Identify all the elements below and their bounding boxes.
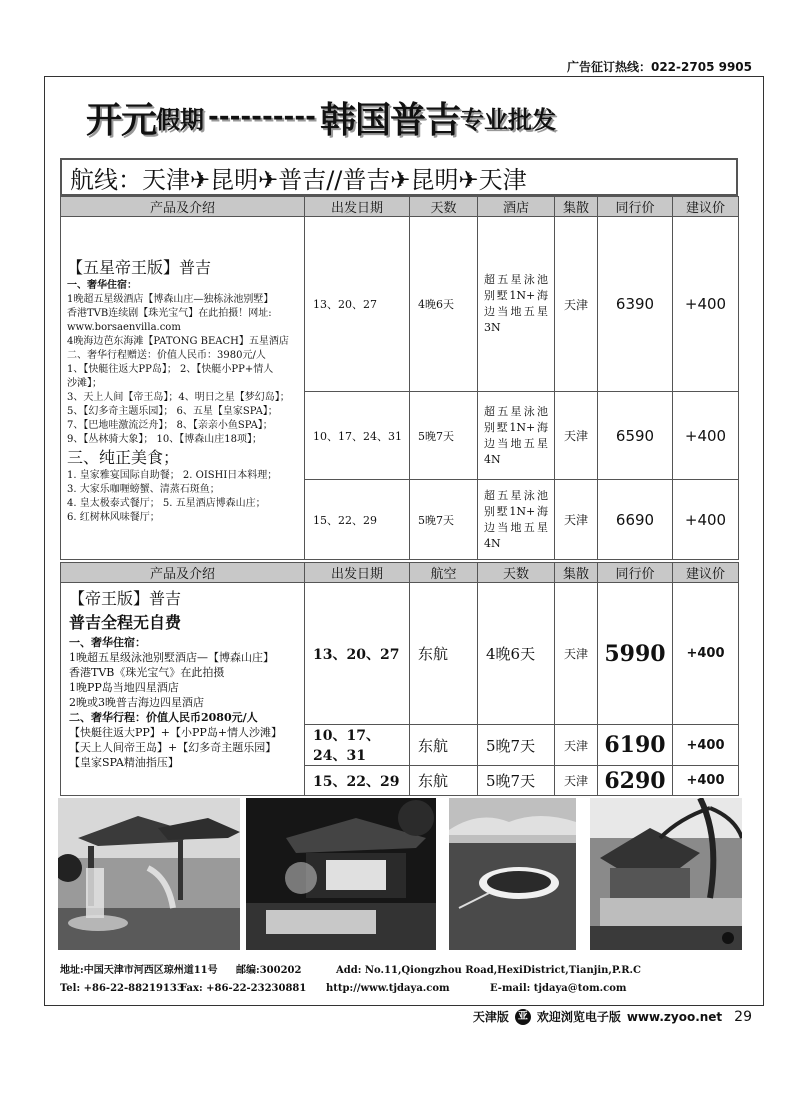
airline: 东航 (410, 766, 478, 796)
suggested-price: +400 (673, 766, 739, 796)
detail-line: 1晚超五星级酒店【博森山庄—独栋泳池别墅】 (67, 294, 274, 305)
table-row (61, 583, 739, 725)
departure-city: 天津 (555, 725, 598, 766)
detail-line: 1. 皇家雅宴国际自助餐； 2. OISHI日本料理； (67, 470, 278, 481)
col-header-product: 产品及介绍 (61, 563, 305, 583)
hotel-info: 超五星泳池别墅1N+海边当地五星3N (478, 217, 555, 392)
airline: 东航 (410, 725, 478, 766)
trip-days: 5晚7天 (478, 725, 555, 766)
departure-city: 天津 (555, 766, 598, 796)
col-header-dates: 出发日期 (305, 563, 410, 583)
detail-line: 一、奢华住宿： (67, 280, 137, 291)
col-header-peer-price: 同行价 (598, 197, 673, 217)
peer-price: 6290 (598, 766, 673, 796)
peer-price: 6590 (598, 392, 673, 480)
address-en: Add: No.11,Qiongzhou Road,HexiDistrict,Tianjin,P.R.C (336, 965, 641, 976)
col-header-suggested-price: 建议价 (673, 563, 739, 583)
peer-price: 6690 (598, 480, 673, 560)
suggested-price: +400 (673, 480, 739, 560)
detail-line: 3. 大家乐咖喱螃蟹、清蒸石斑鱼； (67, 484, 220, 495)
departure-city: 天津 (555, 480, 598, 560)
col-header-city: 集散 (555, 563, 598, 583)
suggested-price: +400 (673, 217, 739, 392)
welcome-text: 欢迎浏览电子版 (536, 1010, 621, 1024)
telephone: Tel: +86-22-88219133 (60, 983, 184, 994)
departure-dates: 10、17、24、31 (305, 392, 410, 480)
headline-tagline: 专业批发 (459, 105, 556, 134)
departure-city: 天津 (555, 392, 598, 480)
col-header-peer-price: 同行价 (598, 563, 673, 583)
detail-line: 二、奢华行程赠送：价值人民币：3980元/人 (67, 350, 266, 361)
hotel-info: 超五星泳池别墅1N+海边当地五星4N (478, 392, 555, 480)
col-header-suggested-price: 建议价 (673, 197, 739, 217)
detail-line: 二、奢华行程：价值人民币2080元/人 (69, 711, 258, 724)
detail-line: 1、【快艇往返大PP岛】； 2、【快艇小PP+情人 (67, 364, 274, 375)
airline: 东航 (410, 583, 478, 725)
page-number: 29 (734, 1008, 752, 1025)
trip-days: 5晚7天 (410, 392, 478, 480)
detail-line: 2晚或3晚普吉海边四星酒店 (69, 696, 204, 709)
logo-badge: 亚 (515, 1009, 531, 1025)
col-header-city: 集散 (555, 197, 598, 217)
detail-line: 一、奢华住宿： (69, 636, 146, 649)
detail-line: 【皇家SPA精油指压】 (69, 756, 179, 769)
departure-city: 天津 (555, 217, 598, 392)
hotel-info: 超五星泳池别墅1N+海边当地五星4N (478, 480, 555, 560)
peer-price: 5990 (598, 583, 673, 725)
package-table-five-star (60, 196, 739, 560)
departure-city: 天津 (555, 583, 598, 725)
detail-line: 【天上人间帝王岛】+【幻多奇主题乐园】 (69, 741, 277, 754)
headline (86, 86, 726, 148)
peer-price: 6190 (598, 725, 673, 766)
detail-line: 4. 皇太极泰式餐厅； 5. 五星酒店博森山庄； (67, 498, 266, 509)
product-description (61, 217, 305, 560)
trip-days: 4晚6天 (410, 217, 478, 392)
photo-island-aerial (449, 798, 576, 950)
website-link[interactable]: http://www.tjdaya.com (326, 983, 450, 994)
photo-resort-pool (590, 798, 742, 950)
suggested-price: +400 (673, 583, 739, 725)
trip-days: 4晚6天 (478, 583, 555, 725)
col-header-hotel: 酒店 (478, 197, 555, 217)
page-footer (473, 1008, 752, 1025)
detail-line: 1晚超五星级泳池别墅酒店—【博森山庄】 (69, 651, 274, 664)
product-title: 【帝王版】普吉 (69, 589, 182, 608)
photo-strip (58, 798, 742, 950)
food-list (67, 469, 298, 525)
table-header-row (61, 563, 739, 583)
postcode: 邮编:300202 (236, 965, 302, 976)
departure-dates: 13、20、27 (305, 217, 410, 392)
contact-footer (60, 962, 740, 998)
edition-label: 天津版 (472, 1010, 509, 1024)
col-header-dates: 出发日期 (305, 197, 410, 217)
route-banner: 航线：天津✈昆明✈普吉//普吉✈昆明✈天津 (60, 158, 738, 196)
detail-line: 5、【幻多奇主题乐园】； 6、五星【皇家SPA】； (67, 406, 278, 417)
departure-dates: 13、20、27 (305, 583, 410, 725)
product-description (61, 583, 305, 796)
headline-brand-suffix: 假期 (156, 105, 205, 134)
col-header-airline: 航空 (410, 563, 478, 583)
detail-line: 【快艇往返大PP】+【小PP岛+情人沙滩】 (69, 726, 283, 739)
col-header-product: 产品及介绍 (61, 197, 305, 217)
peer-price: 6390 (598, 217, 673, 392)
photo-pool-villa (58, 798, 240, 950)
site-url[interactable]: www.zyoo.net (626, 1009, 723, 1024)
detail-line: 9、【丛林骑大象】； 10、【博森山庄18项】； (67, 434, 262, 445)
detail-line: 3、天上人间【帝王岛】；4、明日之星【梦幻岛】； (67, 392, 290, 403)
email-link[interactable]: E-mail: tjdaya@tom.com (490, 983, 627, 994)
detail-line: 香港TVB《珠光宝气》在此拍摄 (69, 666, 225, 679)
detail-line: www.borsaenvilla.com (67, 322, 181, 333)
food-title: 三、纯正美食； (67, 448, 180, 467)
product-title: 【五星帝王版】普吉 (67, 258, 212, 277)
detail-line: 7、【巴地哇激流泛舟】； 8、【亲亲小鱼SPA】； (67, 420, 273, 431)
col-header-days: 天数 (410, 197, 478, 217)
suggested-price: +400 (673, 725, 739, 766)
suggested-price: +400 (673, 392, 739, 480)
detail-line: 4晚海边芭东海滩【PATONG BEACH】五星酒店 (67, 336, 289, 347)
trip-days: 5晚7天 (478, 766, 555, 796)
detail-line: 香港TVB连续剧【珠光宝气】在此拍摄！网址: (67, 308, 272, 319)
detail-line: 6. 红树林风味餐厅； (67, 512, 160, 523)
table-row (61, 217, 739, 392)
headline-brand: 开元 (86, 99, 157, 141)
headline-destination: 韩国普吉 (319, 99, 460, 141)
photo-night-villa (246, 798, 436, 950)
ad-hotline: 广告征订热线：022-2705 9905 (566, 60, 752, 74)
departure-dates: 15、22、29 (305, 766, 410, 796)
address: 地址:中国天津市河西区琼州道11号 (60, 965, 218, 976)
table-header-row (61, 197, 739, 217)
product-subtitle: 普吉全程无自费 (69, 613, 182, 632)
trip-days: 5晚7天 (410, 480, 478, 560)
departure-dates: 10、17、24、31 (305, 725, 410, 766)
fax: Fax: +86-22-23230881 (180, 983, 307, 994)
headline-dashes: ---------- (208, 102, 316, 132)
detail-line: 沙滩】； (67, 378, 102, 389)
product-details (67, 279, 298, 447)
col-header-days: 天数 (478, 563, 555, 583)
product-details (69, 635, 296, 770)
detail-line: 1晚PP岛当地四星酒店 (69, 681, 179, 694)
package-table-emperor (60, 562, 739, 796)
departure-dates: 15、22、29 (305, 480, 410, 560)
